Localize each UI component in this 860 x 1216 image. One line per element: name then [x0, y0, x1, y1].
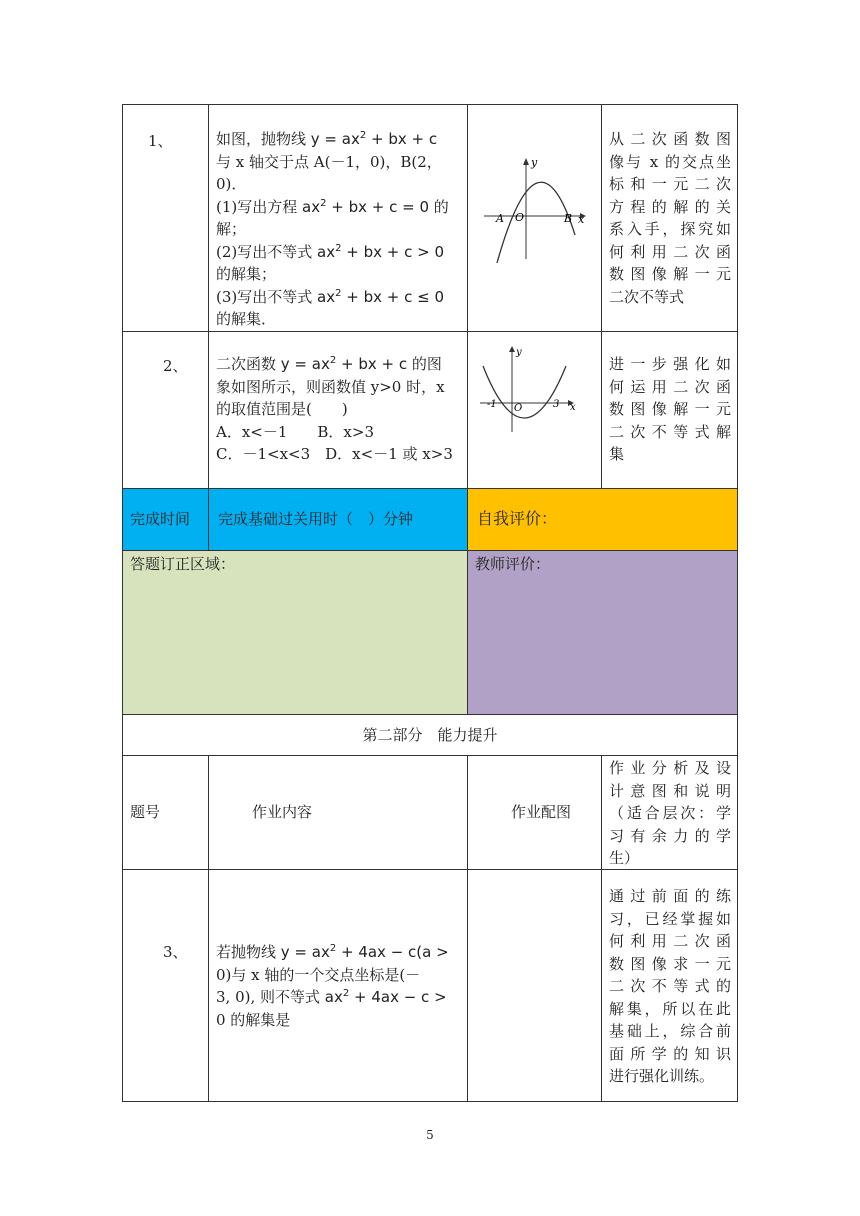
- problem-line: 0)与 x 轴的一个交点坐标是(－: [216, 965, 421, 984]
- analysis-1: 从二次函数图 像与 x 的交点坐 标和一元二次 方程的解的关 系入手，探究如 何利用二次函 数图像解一元 二次不等式: [609, 130, 731, 306]
- completion-time-label: 完成时间: [130, 510, 191, 528]
- problem-line: 0)．: [216, 175, 247, 193]
- problem-line: (2)写出不等式 $ax^2$ + bx + c > 0: [216, 242, 444, 261]
- figure-label-3: 3: [553, 399, 560, 410]
- correction-area-label: 答题订正区域：: [130, 555, 236, 573]
- page-number: 5: [426, 1128, 434, 1142]
- problem-2-content: [216, 353, 464, 466]
- figure-label-y: y: [531, 156, 538, 169]
- figure-label-o: O: [514, 403, 523, 414]
- figure-label-x: x: [578, 213, 585, 226]
- problem-line: 的解集．: [216, 310, 277, 328]
- section-title: 第二部分 能力提升: [362, 726, 498, 744]
- figure-label-a: A: [496, 212, 504, 225]
- completion-time-content: 完成基础过关用时（ ）分钟: [218, 510, 414, 528]
- header-number: 题号: [130, 803, 161, 821]
- problem-line: (1)写出方程 $ax^2$ + bx + c = 0 的: [216, 197, 449, 216]
- self-evaluation-label: 自我评价：: [477, 509, 558, 528]
- analysis-3: 通过前面的练 习，已经掌握如 何利用二次函 数图像求一元 二次不等式的 解集，所以在此 基础上，综合前 面所学的知识 进行强化训练。: [609, 887, 731, 1085]
- problem-line: 0 的解集是: [216, 1010, 291, 1029]
- figure-label-b: B: [564, 212, 573, 225]
- problem-line: C．－1<x<3 D．x<－1 或 x>3: [216, 445, 453, 463]
- problem-line: 象如图所示，则函数值 y>0 时，x: [216, 377, 445, 396]
- problem-line: 3, 0), 则不等式 $ax^2 + 4ax - c$ >: [216, 988, 447, 1006]
- header-figure: 作业配图: [511, 803, 572, 821]
- analysis-2: 进一步强化如 何运用二次函 数图像解一元 二次不等式解 集: [609, 355, 731, 463]
- problem-line: (3)写出不等式 $ax^2$ + bx + c ≤ 0: [216, 287, 444, 306]
- figure-label-x: x: [570, 402, 576, 413]
- problem-number-2: 2、: [163, 357, 188, 375]
- teacher-evaluation-label: 教师评价：: [475, 555, 551, 573]
- problem-line: A．x<－1 B．x>3: [216, 422, 374, 441]
- problem-line: 解；: [216, 220, 247, 238]
- problem-line: 若抛物线 $y = ax^2 + 4ax - c(a$ >: [216, 943, 449, 961]
- header-analysis: 作业分析及设 计意图和说明 （适合层次：学 习有余力的学 生）: [609, 759, 731, 867]
- problem-line: 与 x 轴交于点 A(－1，0)，B(2，: [216, 152, 442, 171]
- parabola-figure-2: [478, 344, 588, 434]
- problem-3-content: [216, 941, 464, 1031]
- problem-line: 的解集；: [216, 265, 277, 283]
- problem-1-content: [216, 128, 462, 331]
- figure-label-neg1: -1: [487, 399, 497, 410]
- parabola-figure-1: [480, 155, 590, 265]
- problem-line: 二次函数 $y = ax^2$ + bx + c 的图: [216, 355, 442, 373]
- problem-number-1: 1、: [148, 132, 173, 150]
- figure-label-o: O: [515, 211, 525, 224]
- header-content: 作业内容: [252, 803, 313, 821]
- problem-line: 如图，抛物线 $y = ax^2$ + bx + c: [216, 130, 438, 148]
- problem-number-3: 3、: [163, 943, 188, 961]
- figure-label-y: y: [516, 347, 522, 358]
- problem-line: 的取值范围是( ): [216, 400, 348, 418]
